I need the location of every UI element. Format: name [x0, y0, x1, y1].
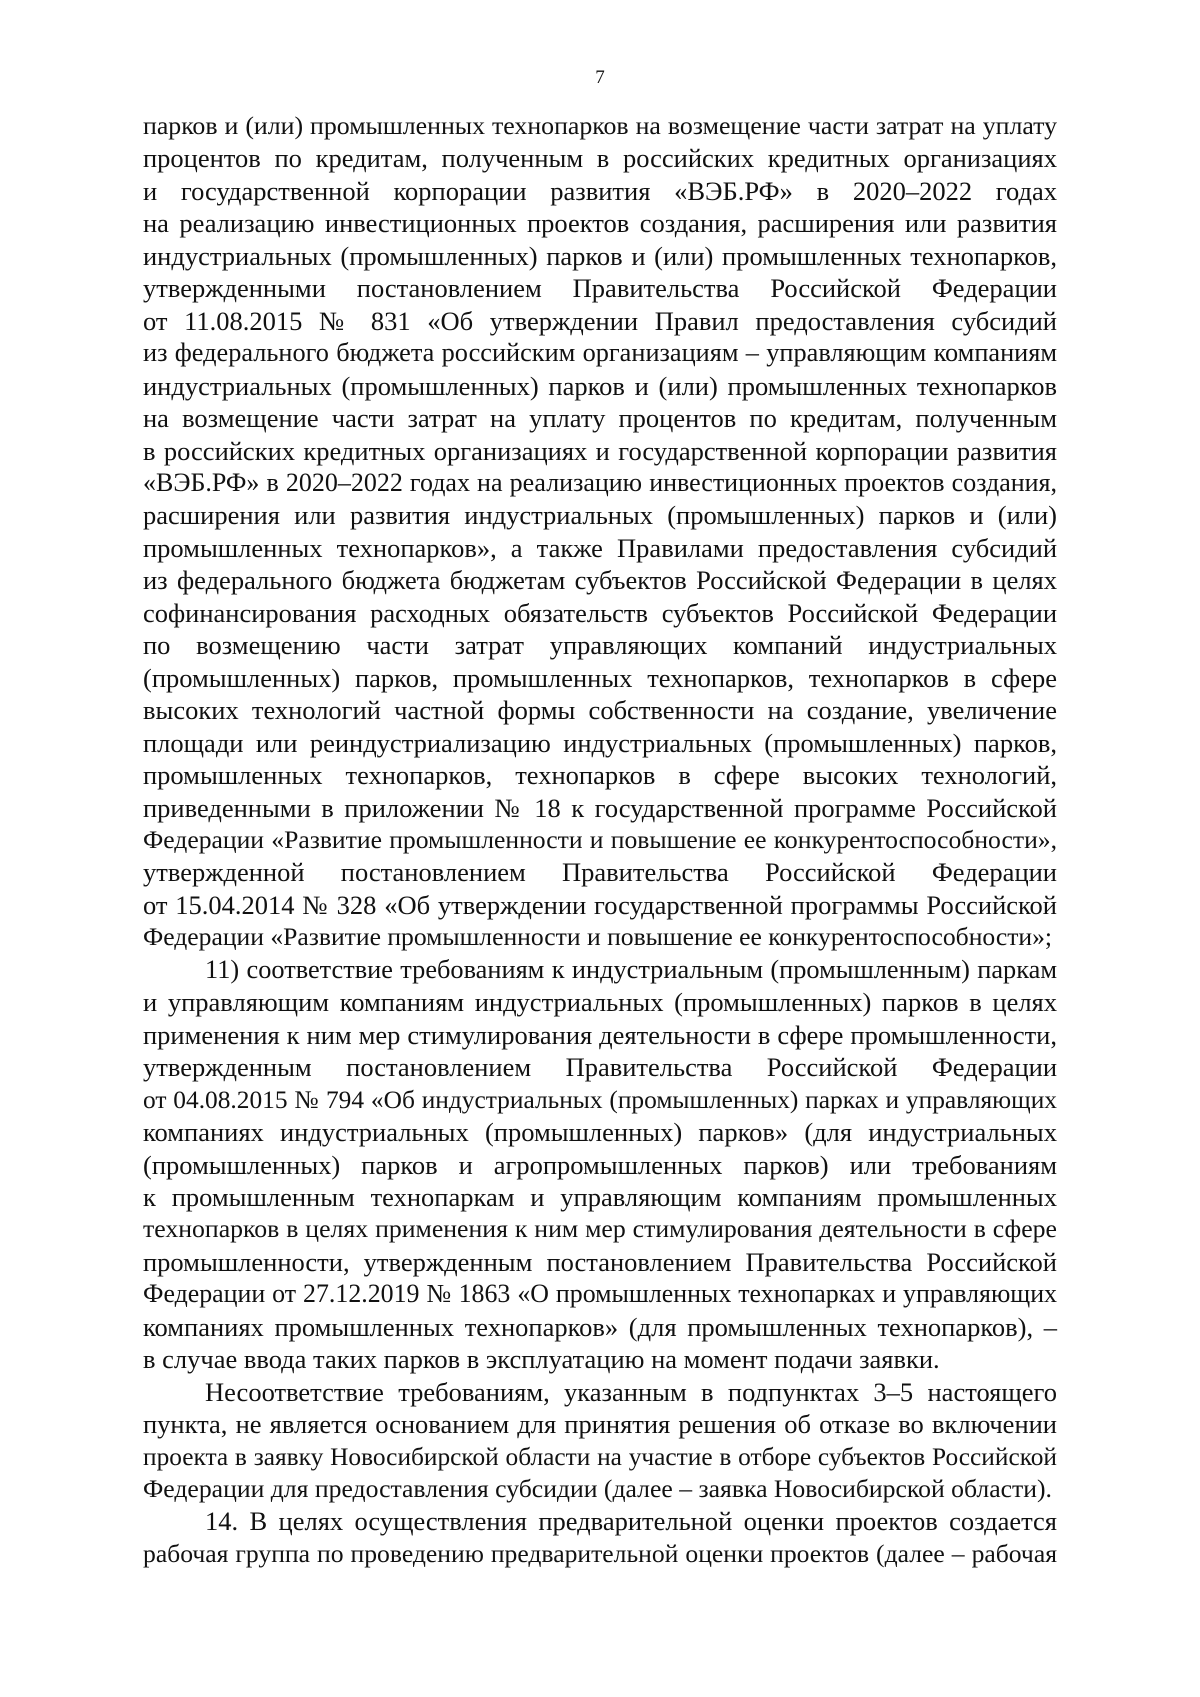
text-line: площади или реиндустриализацию индустриальных (промышленных) парков, — [143, 727, 1057, 758]
text-line: пункта, не является основанием для принятия решения об отказе во включении — [143, 1409, 1057, 1440]
text-line: 14. В целях осуществления предварительной оценки проектов создается — [205, 1506, 1057, 1537]
text-line: софинансирования расходных обязательств субъектов Российской Федерации — [143, 597, 1057, 628]
page-number: 7 — [595, 67, 605, 88]
text-line: (промышленных) парков, промышленных технопарков, технопарков в сфере — [143, 662, 1057, 693]
text-line: промышленных технопарков», а также Правилами предоставления субсидий — [143, 532, 1057, 563]
text-line: Несоответствие требованиям, указанным в подпунктах 3–5 настоящего — [205, 1376, 1057, 1407]
text-line: и государственной корпорации развития «ВЭБ.РФ» в 2020–2022 годах — [143, 175, 1057, 206]
text-line: на возмещение части затрат на уплату процентов по кредитам, полученным — [143, 403, 1057, 434]
text-line: процентов по кредитам, полученным в российских кредитных организациях — [143, 143, 1057, 174]
text-line: применения к ним мер стимулирования деятельности в сфере промышленности, — [143, 1019, 1057, 1050]
text-line: Федерации от 27.12.2019 № 1863 «О промышленных технопарках и управляющих — [143, 1279, 1057, 1309]
text-line: приведенными в приложении № 18 к государственной программе Российской — [143, 792, 1057, 823]
text-line: индустриальных (промышленных) парков и (или) промышленных технопарков, — [143, 240, 1057, 271]
text-line: в российских кредитных организациях и государственной корпорации развития — [143, 435, 1057, 466]
text-line: из федерального бюджета бюджетам субъектов Российской Федерации в целях — [143, 565, 1057, 596]
text-line: промышленных технопарков, технопарков в сфере высоких технологий, — [143, 760, 1057, 791]
text-line: утвержденными постановлением Правительства Российской Федерации — [143, 273, 1057, 304]
text-line: утвержденным постановлением Правительства Российской Федерации — [143, 1052, 1057, 1083]
text-line: парков и (или) промышленных технопарков на возмещение части затрат на уплату — [143, 111, 1057, 140]
text-line: Федерации для предоставления субсидии (далее – заявка Новосибирской области). — [143, 1474, 1052, 1504]
text-line: из федерального бюджета российским организациям – управляющим компаниям — [143, 338, 1057, 368]
text-line: утвержденной постановлением Правительства Российской Федерации — [143, 857, 1057, 888]
text-line: промышленности, утвержденным постановлением Правительства Российской — [143, 1246, 1057, 1277]
text-line: и управляющим компаниям индустриальных (промышленных) парков в целях — [143, 987, 1057, 1018]
text-line: в случае ввода таких парков в эксплуатацию на момент подачи заявки. — [143, 1344, 940, 1375]
text-line: Федерации «Развитие промышленности и повышение ее конкурентоспособности»; — [143, 922, 1053, 952]
text-line: расширения или развития индустриальных (промышленных) парков и (или) — [143, 500, 1057, 531]
text-line: высоких технологий частной формы собственности на создание, увеличение — [143, 695, 1057, 726]
text-line: компаниях промышленных технопарков» (для промышленных технопарков), – — [143, 1311, 1057, 1342]
text-line: индустриальных (промышленных) парков и (или) промышленных технопарков — [143, 370, 1057, 401]
text-line: проекта в заявку Новосибирской области на участие в отборе субъектов Российской — [143, 1442, 1057, 1471]
text-line: рабочая группа по проведению предварительной оценки проектов (далее – рабочая — [143, 1538, 1057, 1568]
text-line: к промышленным технопаркам и управляющим компаниям промышленных — [143, 1181, 1057, 1212]
text-line: 11) соответствие требованиям к индустриальным (промышленным) паркам — [205, 954, 1057, 984]
text-line: технопарков в целях применения к ним мер стимулирования деятельности в сфере — [143, 1214, 1057, 1244]
text-line: Федерации «Развитие промышленности и повышение ее конкурентоспособности», — [143, 824, 1057, 854]
document-body — [143, 110, 1057, 1570]
text-line: от 04.08.2015 № 794 «Об индустриальных (промышленных) парках и управляющих — [143, 1085, 1057, 1114]
text-line: от 15.04.2014 № 328 «Об утверждении государственной программы Российской — [143, 889, 1057, 920]
text-line: компаниях индустриальных (промышленных) парков» (для индустриальных — [143, 1117, 1057, 1148]
text-line: от 11.08.2015 № 831 «Об утверждении Правил предоставления субсидий — [143, 305, 1057, 336]
text-line: (промышленных) парков и агропромышленных парков) или требованиям — [143, 1149, 1057, 1180]
text-line: на реализацию инвестиционных проектов создания, расширения или развития — [143, 208, 1057, 239]
text-line: «ВЭБ.РФ» в 2020–2022 годах на реализацию инвестиционных проектов создания, — [143, 467, 1057, 497]
text-line: по возмещению части затрат управляющих компаний индустриальных — [143, 630, 1057, 661]
